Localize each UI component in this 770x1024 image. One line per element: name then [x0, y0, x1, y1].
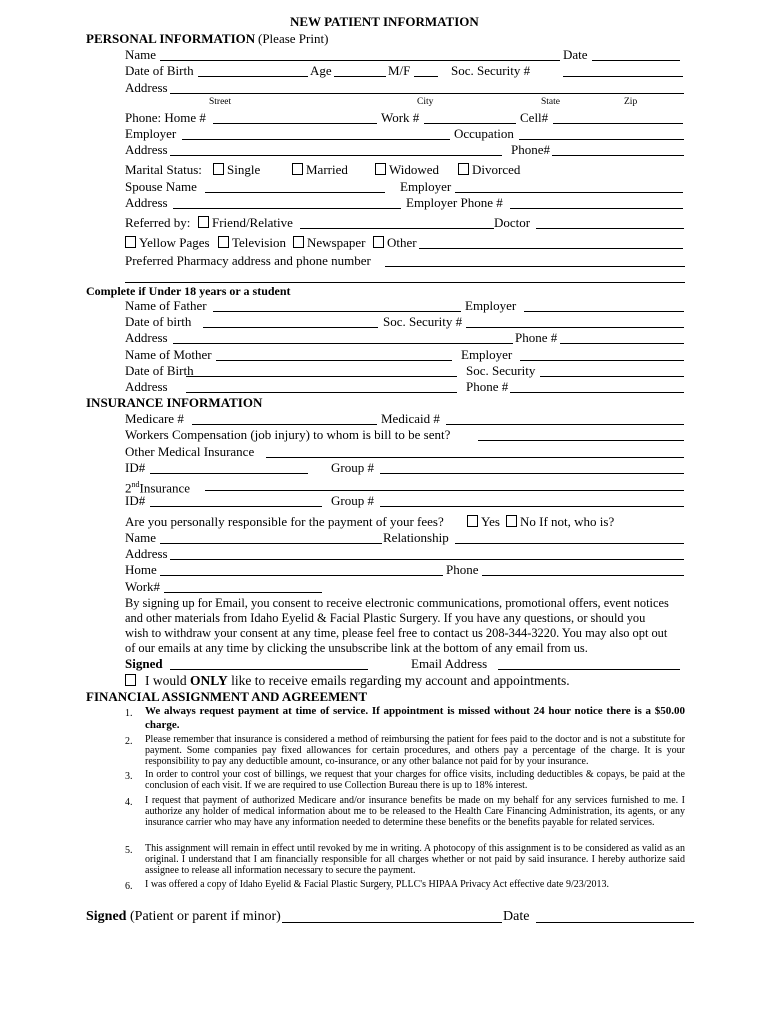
id-label: ID#	[125, 460, 146, 475]
group-label: Group #	[331, 460, 374, 475]
spouse-address-field[interactable]	[173, 208, 401, 209]
father-phone-label: Phone #	[515, 330, 558, 345]
checkbox-television[interactable]	[218, 236, 229, 248]
other-insurance-label: Other Medical Insurance	[125, 444, 255, 459]
zip-caption: Zip	[624, 97, 638, 107]
id2-label: ID#	[125, 493, 146, 508]
mother-ssn-label: Soc. Security	[466, 363, 536, 378]
employer-field[interactable]	[182, 139, 450, 140]
checkbox-yellow-pages[interactable]	[125, 236, 136, 248]
work-phone-field[interactable]	[424, 123, 516, 124]
checkbox-no[interactable]	[506, 515, 517, 527]
marital-widowed[interactable]: Widowed	[375, 162, 439, 178]
final-signed-label: Signed	[86, 909, 127, 924]
referred-by-label: Referred by:	[125, 215, 191, 230]
city-caption: City	[417, 97, 434, 107]
father-employer-field[interactable]	[524, 311, 684, 312]
name-field[interactable]	[160, 60, 560, 61]
email-address-label: Email Address	[411, 656, 488, 671]
spouse-address-label: Address	[125, 195, 168, 210]
mother-dob-label: Date of Birth	[125, 363, 194, 378]
minor-heading: Complete if Under 18 years or a student	[86, 284, 291, 298]
medicare-label: Medicare #	[125, 411, 184, 426]
group2-label: Group #	[331, 493, 374, 508]
email-address-field[interactable]	[498, 669, 680, 670]
personal-heading-note: (Please Print)	[258, 31, 329, 46]
work-phone-label: Work #	[381, 110, 420, 125]
occupation-label: Occupation	[454, 126, 514, 141]
checkbox-newspaper[interactable]	[293, 236, 304, 248]
father-employer-label: Employer	[465, 298, 517, 313]
minor-dob-field[interactable]	[203, 327, 378, 328]
financial-item-2: Please remember that insurance is considered a method of reimbursing the patient for fees paid to the doctor and is not a substitute for payment. Some companies pay fixed allowances for certain procedures, and others pay a percentage of the charge. It is your responsibility to pay any deductible amount, co-insurance, or any other balance not paid for by your insurance.	[145, 734, 685, 767]
responsible-home-field[interactable]	[160, 575, 443, 576]
state-caption: State	[541, 97, 560, 107]
financial-item-5: This assignment will remain in effect until revoked by me in writing. A photocopy of this assignment is to be considered as valid as an original. I understand that I am financially responsible for all charges whether or not paid by said insurance. I hereby authorize said assignee to release all information necessary to secure the payment.	[145, 843, 685, 876]
spouse-employer-label: Employer	[400, 179, 452, 194]
employer-phone-label: Phone#	[511, 142, 550, 157]
mother-employer-label: Employer	[461, 347, 513, 362]
mother-dob-field[interactable]	[186, 376, 457, 377]
mother-phone-label: Phone #	[466, 379, 509, 394]
financial-heading: FINANCIAL ASSIGNMENT AND AGREEMENT	[86, 689, 368, 704]
source-other[interactable]: Other	[373, 235, 417, 251]
checkbox-widowed[interactable]	[375, 163, 386, 175]
employer-label: Employer	[125, 126, 177, 141]
financial-item-num: 6.	[125, 881, 133, 892]
spouse-employer-phone-field[interactable]	[510, 208, 683, 209]
dob-label: Date of Birth	[125, 63, 194, 78]
mother-ssn-field[interactable]	[540, 376, 684, 377]
financial-item-num: 2.	[125, 736, 133, 747]
mother-employer-field[interactable]	[520, 360, 684, 361]
responsible-home-label: Home	[125, 562, 157, 577]
responsible-name-field[interactable]	[160, 543, 382, 544]
phone-home-label: Phone: Home #	[125, 110, 206, 125]
other-insurance-field[interactable]	[266, 457, 684, 458]
spouse-employer-field[interactable]	[455, 192, 683, 193]
cell-field[interactable]	[553, 123, 683, 124]
final-date-label: Date	[503, 909, 530, 924]
ssn-field[interactable]	[563, 76, 683, 77]
source-television[interactable]: Television	[218, 235, 286, 251]
occupation-field[interactable]	[519, 139, 684, 140]
second-insurance-label: 2ndInsurance	[125, 480, 191, 496]
dob-field[interactable]	[198, 76, 308, 77]
financial-item-3: In order to control your cost of billings, we request that your charges for office visits, including deductibles & copays, be paid at the conclusion of each visit. If we are required to use Collection Bureau there is up to 18% interest.	[145, 769, 685, 791]
source-yellow-pages[interactable]: Yellow Pages	[125, 235, 210, 251]
referred-friend-field[interactable]	[300, 228, 494, 229]
age-label: Age	[310, 63, 332, 78]
mf-label: M/F	[388, 63, 411, 78]
responsible-work-field[interactable]	[164, 592, 322, 593]
checkbox-email-only[interactable]	[125, 674, 136, 686]
responsible-address-label: Address	[125, 546, 168, 561]
referred-doctor-field[interactable]	[536, 228, 684, 229]
mother-name-label: Name of Mother	[125, 347, 212, 362]
father-address-field[interactable]	[173, 343, 513, 344]
spouse-name-label: Spouse Name	[125, 179, 197, 194]
medicare-field[interactable]	[192, 424, 377, 425]
email-signature-field[interactable]	[170, 669, 368, 670]
financial-item-6: I was offered a copy of Idaho Eyelid & Facial Plastic Surgery, PLLC's HIPAA Privacy Act effective date 9/23/2013.	[145, 879, 610, 890]
id2-field[interactable]	[150, 506, 322, 507]
group2-field[interactable]	[380, 506, 684, 507]
responsible-name-label: Name	[125, 530, 157, 545]
checkbox-single[interactable]	[213, 163, 224, 175]
email-consent-line-2: and other materials from Idaho Eyelid & Facial Plastic Surgery. If you have any questions, or should you	[125, 611, 646, 625]
financial-item-1: We always request payment at time of service. If appointment is missed without 24 hour notice there is a $50.00 charge.	[145, 705, 685, 731]
final-signature-field[interactable]	[282, 922, 502, 923]
mother-phone-field[interactable]	[510, 392, 684, 393]
mother-name-field[interactable]	[216, 360, 452, 361]
mother-address-label: Address	[125, 379, 168, 394]
mf-field[interactable]	[414, 76, 438, 77]
marital-single[interactable]: Single	[213, 162, 260, 178]
workers-comp-field[interactable]	[478, 440, 684, 441]
father-phone-field[interactable]	[560, 343, 684, 344]
referred-doctor-label: Doctor	[494, 215, 531, 230]
name-label: Name	[125, 47, 157, 62]
checkbox-married[interactable]	[292, 163, 303, 175]
checkbox-yes[interactable]	[467, 515, 478, 527]
relationship-field[interactable]	[455, 543, 684, 544]
checkbox-divorced[interactable]	[458, 163, 469, 175]
personal-heading: PERSONAL INFORMATION	[86, 31, 256, 46]
checkbox-friend[interactable]	[198, 216, 209, 228]
phone-home-field[interactable]	[213, 123, 377, 124]
email-signed-label: Signed	[125, 656, 163, 671]
source-newspaper[interactable]: Newspaper	[293, 235, 365, 251]
cell-label: Cell#	[520, 110, 549, 125]
minor-dob-label: Date of birth	[125, 314, 192, 329]
email-consent-line-3: wish to withdraw your consent at any time, please feel free to contact us 208-344-3220. You may also opt out	[125, 626, 668, 640]
father-name-field[interactable]	[213, 311, 461, 312]
id-field[interactable]	[150, 473, 308, 474]
marital-married[interactable]: Married	[292, 162, 348, 178]
mother-address-field[interactable]	[186, 392, 457, 393]
source-other-field[interactable]	[419, 248, 683, 249]
responsible-phone-label: Phone	[446, 562, 479, 577]
marital-divorced[interactable]: Divorced	[458, 162, 520, 178]
address-label: Address	[125, 80, 168, 95]
second-insurance-field[interactable]	[205, 490, 684, 491]
responsible-address-field[interactable]	[170, 559, 684, 560]
pharmacy-field[interactable]	[385, 266, 685, 267]
responsible-label: Are you personally responsible for the payment of your fees?	[125, 514, 444, 529]
final-date-field[interactable]	[536, 922, 694, 923]
spouse-name-field[interactable]	[205, 192, 385, 193]
minor-ssn-label: Soc. Security #	[383, 314, 463, 329]
address-field[interactable]	[170, 93, 684, 94]
workers-comp-label: Workers Compensation (job injury) to whom is bill to be sent?	[125, 427, 451, 442]
email-consent-line-4: of our emails at any time by clicking the unsubscribe link at the bottom of any email from us.	[125, 641, 588, 655]
age-field[interactable]	[334, 76, 386, 77]
marital-label: Marital Status:	[125, 162, 202, 177]
final-signed-note: (Patient or parent if minor)	[130, 909, 281, 924]
medicaid-field[interactable]	[446, 424, 684, 425]
father-name-label: Name of Father	[125, 298, 207, 313]
ssn-label: Soc. Security #	[451, 63, 531, 78]
referred-friend[interactable]: Friend/Relative	[198, 215, 293, 231]
responsible-phone-field[interactable]	[482, 575, 684, 576]
employer-address-field[interactable]	[170, 155, 502, 156]
insurance-heading: INSURANCE INFORMATION	[86, 395, 263, 410]
minor-ssn-field[interactable]	[466, 327, 684, 328]
spouse-employer-phone-label: Employer Phone #	[406, 195, 503, 210]
responsible-work-label: Work#	[125, 579, 161, 594]
email-consent-line-1: By signing up for Email, you consent to receive electronic communications, promotional offers, event notices	[125, 596, 669, 610]
medicaid-label: Medicaid #	[381, 411, 440, 426]
responsible-no[interactable]: No If not, who is?	[506, 514, 614, 530]
financial-item-num: 3.	[125, 771, 133, 782]
relationship-label: Relationship	[383, 530, 449, 545]
financial-item-4: I request that payment of authorized Medicare and/or insurance benefits be made on my behalf for any services furnished to me. I authorize any holder of medical information about me to be released to the Health Care Financing Administration, its agents, or any insurance carrier who may have any information needed to determine these benefits or the benefits payable for related services.	[145, 795, 685, 828]
pharmacy-label: Preferred Pharmacy address and phone number	[125, 253, 371, 268]
responsible-yes[interactable]: Yes	[467, 514, 500, 530]
street-caption: Street	[209, 97, 232, 107]
financial-item-num: 5.	[125, 845, 133, 856]
financial-item-num: 1.	[125, 708, 133, 719]
employer-phone-field[interactable]	[552, 155, 684, 156]
email-only-option[interactable]: I would ONLY like to receive emails regarding my account and appointments.	[125, 673, 570, 689]
group-field[interactable]	[380, 473, 684, 474]
father-address-label: Address	[125, 330, 168, 345]
page-title: NEW PATIENT INFORMATION	[290, 14, 479, 29]
employer-address-label: Address	[125, 142, 168, 157]
date-label: Date	[563, 47, 588, 62]
checkbox-other[interactable]	[373, 236, 384, 248]
date-field[interactable]	[592, 60, 680, 61]
financial-item-num: 4.	[125, 797, 133, 808]
